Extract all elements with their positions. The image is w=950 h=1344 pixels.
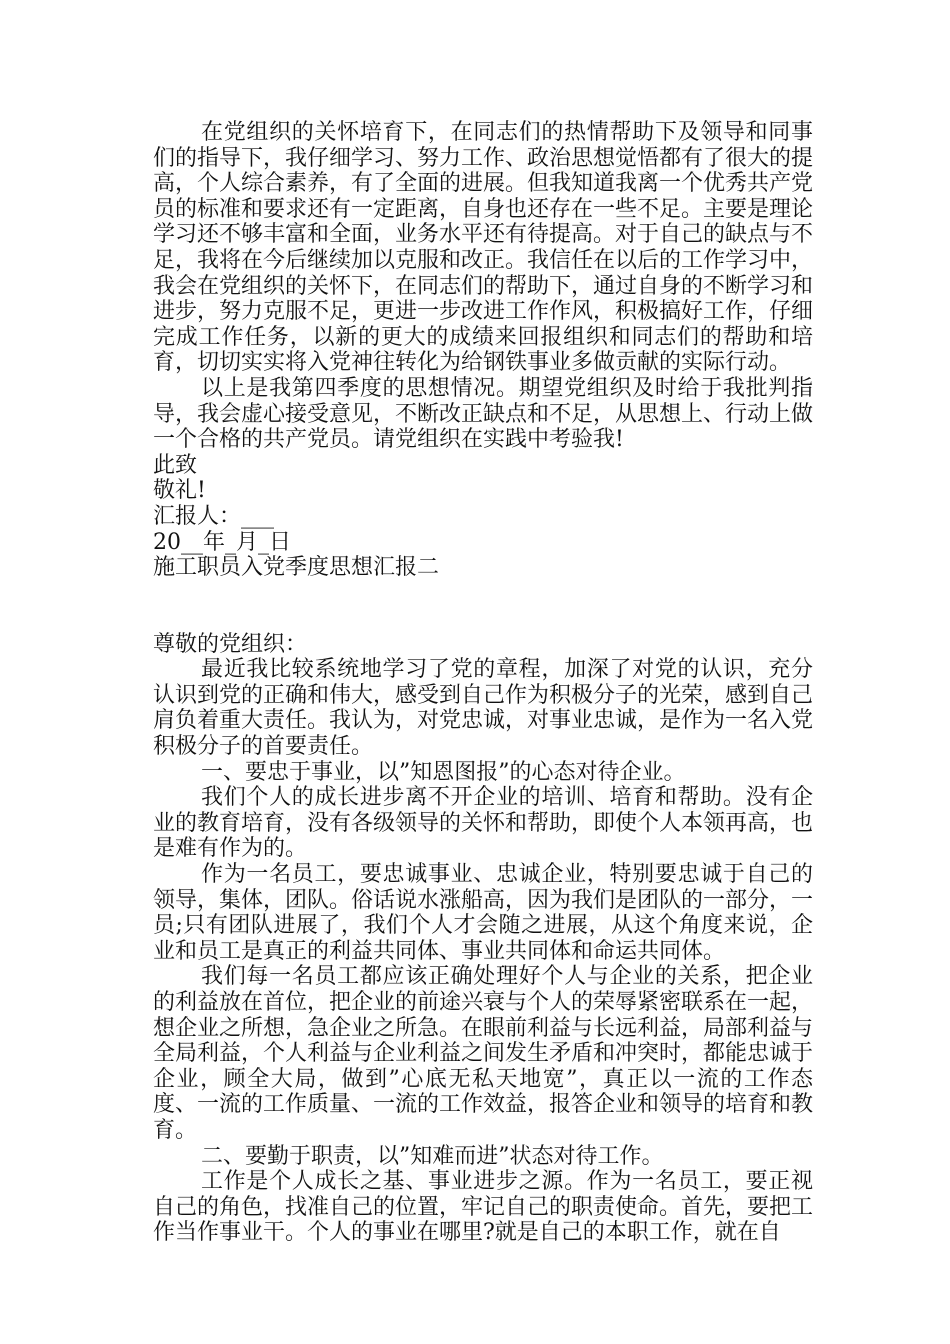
heading-point-one: 一、要忠于事业，以”知恩图报”的心态对待企业。 — [201, 759, 686, 785]
section-title: 施工职员入党季度思想汇报二 — [153, 555, 440, 581]
paragraph-conclusion: 在党组织的关怀培育下，在同志们的热情帮助下及领导和同事们的指导下，我仔细学习、努力工作、政治思想觉悟都有了很大的提高，个人综合素养，有了全面的进展。但我知道我离一个优秀共产党员的标准和要求还有一定距离，自身也还存在一些不足。主要是理论学习还不够丰富和全面，业务水平还有待提高。对于自己的缺点与不足，我将在今后继续加以克服和改正。我信任在以后的工作学习中，我会在党组织的关怀下，在同志们的帮助下，通过自身的不断学习和进步，努力克服不足，更进一步改进工作作风，积极搞好工作，仔细完成工作任务，以新的更大的成绩来回报组织和同志们的帮助和培育，切切实实将入党神往转化为给钢铁事业多做贡献的实际行动。 — [153, 120, 814, 376]
heading-point-two: 二、要勤于职责，以”知难而进”状态对待工作。 — [201, 1143, 664, 1169]
paragraph-work: 工作是个人成长之基、事业进步之源。作为一名员工，要正视自己的角色，找准自己的位置，牢记自己的职责使命。首先，要把工作当作事业干。个人的事业在哪里?就是自己的本职工作，就在自 — [153, 1169, 814, 1246]
paragraph-loyalty: 作为一名员工，要忠诚事业、忠诚企业，特别要忠诚于自己的领导，集体，团队。俗话说水涨船高，因为我们是团队的一部分，一员;只有团队进展了，我们个人才会随之进展，从这个角度来说，企业和员工是真正的利益共同体、事业共同体和命运共同体。 — [153, 862, 814, 964]
closing-salutation: 此致 — [153, 452, 198, 478]
closing-regards: 敬礼! — [153, 478, 206, 504]
greeting: 尊敬的党组织： — [153, 631, 308, 657]
paragraph-summary: 以上是我第四季度的思想情况。期望党组织及时给于我批判指导，我会虚心接受意见，不断改正缺点和不足，从思想上、行动上做一个合格的共产党员。请党组织在实践中考验我! — [153, 375, 814, 453]
paragraph-growth: 我们个人的成长进步离不开企业的培训、培育和帮助。没有企业的教育培育，没有各级领导的关怀和帮助，即使个人本领再高，也是难有作为的。 — [153, 785, 814, 862]
date-line: 20__年_月_日 — [153, 529, 291, 555]
blank-line — [153, 581, 813, 632]
paragraph-relationship: 我们每一名员工都应该正确处理好个人与企业的关系，把企业的利益放在首位，把企业的前途兴衰与个人的荣辱紧密联系在一起，想企业之所想，急企业之所急。在眼前利益与长远利益，局部利益与全局利益，个人利益与企业利益之间发生矛盾和冲突时，都能忠诚于企业，顾全大局，做到”心底无私天地宽”，真正以一流的工作态度、一流的工作质量、一流的工作效益，报答企业和领导的培育和教育。 — [153, 964, 814, 1143]
paragraph-intro: 最近我比较系统地学习了党的章程，加深了对党的认识，充分认识到党的正确和伟大，感受到自己作为积极分子的光荣，感到自己肩负着重大责任。我认为，对党忠诚，对事业忠诚，是作为一名入党积极分子的首要责任。 — [153, 657, 814, 760]
document-body — [153, 120, 813, 1246]
reporter-line: 汇报人：___ — [153, 503, 275, 529]
